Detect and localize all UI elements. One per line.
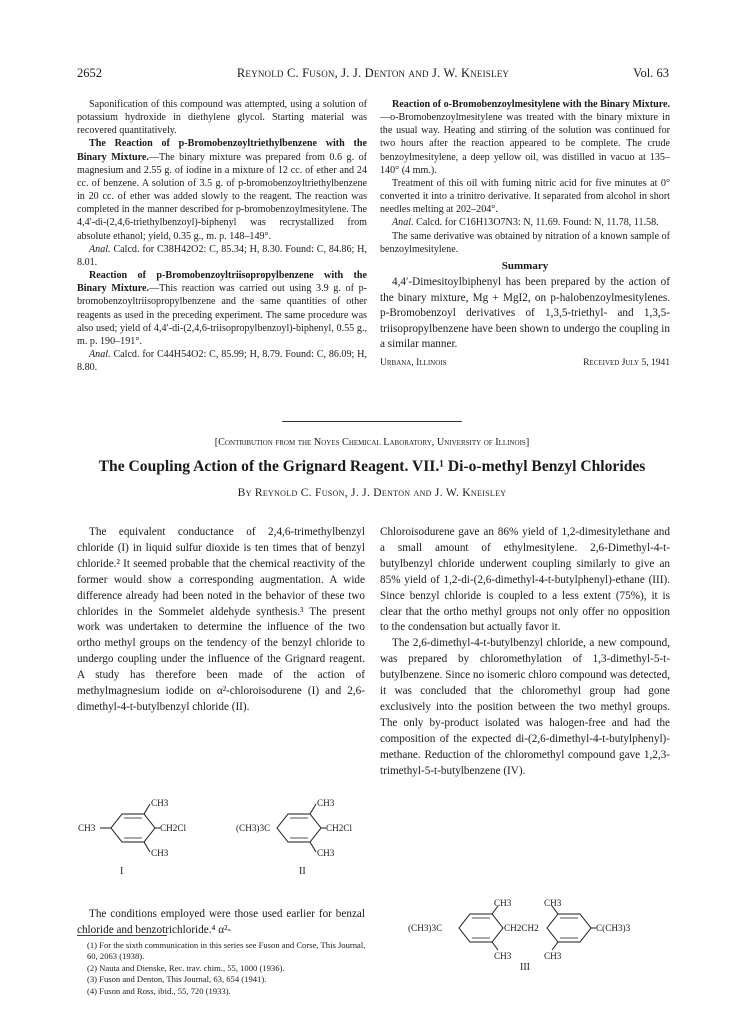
chloromethyl-label: CH2Cl (326, 823, 353, 833)
paragraph: Chloroisodurene gave an 86% yield of 1,2-dimesitylethane and a small amount of ethylmesitylene. 2,6-Dimethyl-4-t-butylbenzyl chloride underwent coupling similarly to give an 85% yield of 1,2-di-(2,6-dimethyl-4-t-butylphenyl)-ethane (III). Since benzyl chloride is coupled to a less extent (75%), it is clear that the ortho methyl groups not only offer no opposition to the condensation but actually favor it. (380, 526, 670, 634)
analysis-label: Anal. (89, 348, 111, 360)
running-head-authors: Reynold C. Fuson, J. J. Denton and J. W. Kneisley (236, 66, 510, 80)
article-title: The Coupling Action of the Grignard Reagent. VII.¹ Di-o-methyl Benzyl Chlorides (98, 458, 646, 475)
paragraph (77, 269, 367, 348)
paragraph-text: —o-Bromobenzoylmesitylene was treated with the binary mixture in the usual way. Heating and stirring of the solution was continued for two hours after the reaction appeared to be complete. The crude benzoylmesitylene, a deep yellow oil, was distilled in vacuo at 135–140° (4 mm.). (380, 112, 670, 176)
analysis (380, 216, 670, 229)
methyl-label: CH3 (494, 898, 512, 908)
received-date: Received July 5, 1941 (583, 358, 670, 368)
paragraph-text: —This reaction was carried out using 3.9 g. of p-bromobenzoyltriisopropylbenzene and the same quantities of other reagents as used in the preceding experiment. The same procedure was also used; yield of 4,4′-di-(2,4,6-triisopropylbenzoyl)-biphenyl, 0.55 g., m. p. 190–191°. (77, 283, 367, 347)
previous-paper-left-column (77, 98, 367, 374)
tert-butyl-label: (CH3)3C (236, 823, 271, 833)
body-right-column (380, 525, 670, 780)
run-in-heading: Reaction of o-Bromobenzoylmesitylene with the Binary Mixture. (392, 99, 671, 110)
paragraph: The equivalent conductance of 2,4,6-trimethylbenzyl chloride (I) in liquid sulfur dioxide is ten times that of benzyl chloride.² It seemed probable that the chemical reactivity of the former would show a corresponding augmentation. A wide difference already had been noted in the behavior of these two chlorides in the Sommelet aldehyde synthesis.³ The present work was undertaken to determine the influence of the two ortho methyl groups on the tendency of the benzyl chloride to undergo coupling under the influence of the Grignard reagent. A study has therefore been made of the action of methylmagnesium iodide on α²-chloroisodurene (I) and 2,6-dimethyl-4-t-butylbenzyl chloride (II). (77, 526, 365, 713)
paragraph: The conditions employed were those used earlier for benzal chloride and benzotrichloride.⁴ α²- (77, 908, 365, 936)
analysis-label: Anal. (392, 217, 414, 229)
methyl-label: CH3 (544, 898, 562, 908)
footnotes (77, 940, 367, 997)
analysis-text: Calcd. for C16H13O7N3: N, 11.69. Found: N, 11.78, 11.58. (416, 217, 659, 229)
methyl-label: CH3 (151, 848, 169, 858)
paragraph: The 2,6-dimethyl-4-t-butylbenzyl chloride, a new compound, was prepared by chloromethylation of 1,3-dimethyl-5-t-butylbenzene. Since no isomeric chloro compound was detected, it was concluded that the chloromethyl group had gone exclusively into the position between the two methyl groups. The only by-product isolated was halogen-free and had the composition of the expected di-(2,6-dimethyl-4-t-butylphenyl)-methane. Reduction of the chloromethyl compound gave 1,2,3-trimethyl-5-t-butylbenzene (IV). (380, 637, 670, 777)
run-in-heading: Reaction of p-Bromobenzoyltriisopropylbenzene with the Binary Mixture. (77, 270, 367, 295)
paragraph: Treatment of this oil with fuming nitric acid for five minutes at 0° converted it into a trinitro derivative. It separated from alcohol in short needles melting at 202–204°. (380, 177, 670, 216)
footnote: (2) Nauta and Dienske, Rec. trav. chim., 55, 1000 (1936). (87, 962, 285, 973)
structure-I-drawing (78, 796, 208, 866)
contribution-text: [Contribution from the Noyes Chemical Laboratory, University of Illinois] (214, 437, 530, 448)
analysis-text: Calcd. for C44H54O2: C, 85.99; H, 8.79. Found: C, 86.09; H, 8.80. (77, 348, 367, 374)
analysis-label: Anal. (89, 243, 111, 255)
structure-III (408, 898, 670, 973)
section-divider (282, 421, 462, 422)
volume-label: Vol. 63 (633, 66, 669, 80)
methyl-label: CH3 (494, 951, 512, 961)
analysis (77, 348, 367, 374)
previous-paper-right-column (380, 98, 670, 370)
footnote: (3) Fuson and Denton, This Journal, 63, 654 (1941). (87, 974, 267, 985)
body-left-column (77, 525, 365, 716)
footnote: (4) Fuson and Ross, ibid., 55, 720 (1933). (87, 985, 231, 996)
structure-II-drawing (236, 796, 371, 866)
methyl-label: CH3 (544, 951, 562, 961)
chloromethyl-label: CH2Cl (160, 823, 187, 833)
structure-I (78, 796, 208, 877)
summary-heading: Summary (501, 259, 549, 272)
running-header (77, 66, 669, 84)
ethylene-bridge-label: CH2CH2 (504, 923, 539, 933)
paragraph-text: —The binary mixture was prepared from 0.6 g. of magnesium and 2.55 g. of iodine in a mixture of 12 cc. of ether and 24 cc. of benzene. A solution of 3.5 g. of p-bromobenzoyltriethylbenzene in 20 cc. of ether was added slowly to the reagent. The reaction was completed in the manner described for p-bromobenzoylmesitylene. The 4,4′-di-(2,4,6-triethylbenzoyl)-biphenyl was recrystallized from absolute ethanol; yield, 0.35 g., m. p. 148–149°. (77, 151, 367, 242)
place: Urbana, Illinois (380, 358, 447, 368)
analysis-text: Calcd. for C38H42O2: C, 85.34; H, 8.30. Found: C, 84.86; H, 8.01. (77, 243, 367, 268)
structure-II (236, 796, 371, 877)
footnote-rule (77, 935, 167, 936)
article-authors: By Reynold C. Fuson, J. J. Denton and J. W. Kneisley (237, 487, 507, 499)
run-in-heading: The Reaction of p-Bromobenzoyltriethylbenzene with the Binary Mixture. (77, 138, 367, 163)
methyl-label: CH3 (151, 798, 169, 808)
methyl-label: CH3 (78, 823, 96, 833)
signature-line (380, 357, 670, 370)
structure-label: II (299, 866, 306, 877)
page-number: 2652 (77, 66, 102, 80)
contribution-line (0, 437, 744, 448)
methyl-label: CH3 (317, 798, 335, 808)
structure-label: III (520, 962, 530, 973)
paragraph (77, 137, 367, 242)
summary-text: 4,4′-Dimesitoylbiphenyl has been prepared by the action of the binary mixture, Mg + MgI2, on p-halobenzoylmesitylenes. p-Bromobenzoyl derivatives of 1,3,5-triethyl- and 1,3,5-triisopropylbenzene have been shown to undergo the coupling in a similar manner. (380, 276, 670, 351)
methyl-label: CH3 (317, 848, 335, 858)
footnote: (1) For the sixth communication in this series see Fuson and Corse, This Journal, 60, 2063 (1938). (87, 940, 366, 962)
structure-label: I (120, 866, 124, 877)
tert-butyl-label: C(CH3)3 (596, 923, 631, 933)
paragraph: Saponification of this compound was attempted, using a solution of potassium hydroxide in diethylene glycol. Starting material was recovered quantitatively. (77, 99, 367, 137)
structure-III-drawing (408, 898, 670, 964)
analysis (77, 243, 367, 269)
paragraph (380, 98, 670, 177)
paragraph: The same derivative was obtained by nitration of a known sample of benzoylmesitylene. (380, 230, 670, 255)
tert-butyl-label: (CH3)3C (408, 923, 443, 933)
